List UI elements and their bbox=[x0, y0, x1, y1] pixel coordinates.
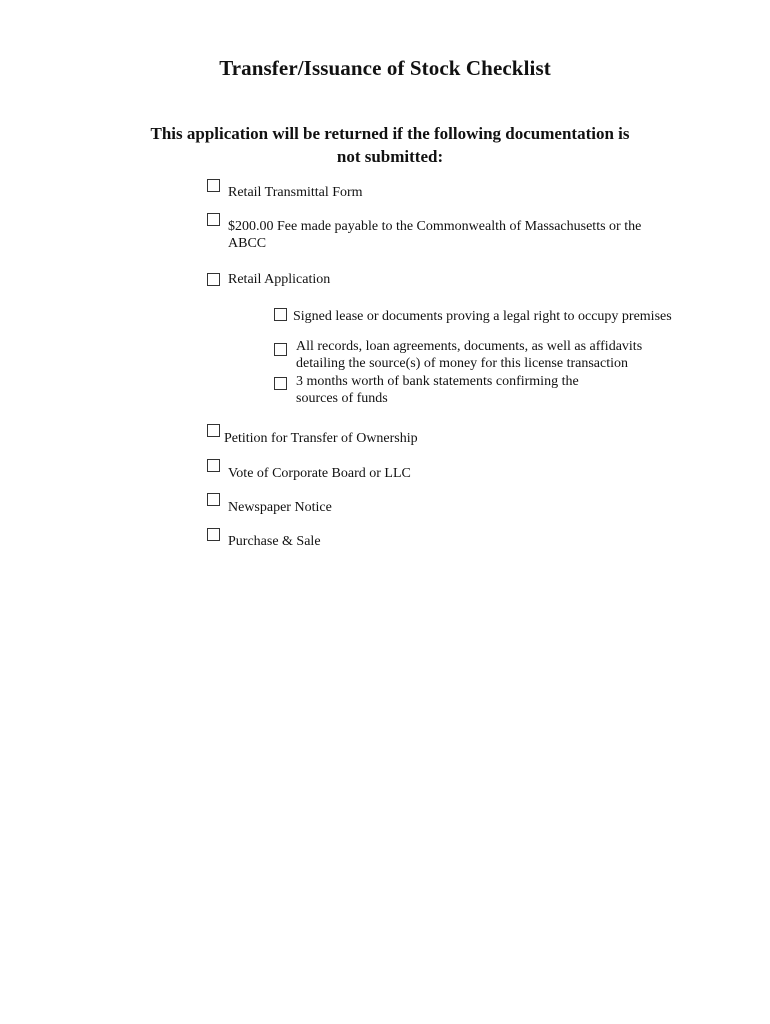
return-notice: This application will be returned if the following documentation is not submitted: bbox=[150, 124, 630, 166]
checkbox[interactable] bbox=[207, 273, 220, 286]
item-label: $200.00 Fee made payable to the Commonwealth of Massachusetts or the ABCC bbox=[228, 219, 642, 251]
item-label: Petition for Transfer of Ownership bbox=[224, 431, 418, 446]
item-label: Retail Application bbox=[228, 272, 331, 287]
checkbox[interactable] bbox=[207, 424, 220, 437]
item-label: Vote of Corporate Board or LLC bbox=[228, 466, 411, 481]
checkbox[interactable] bbox=[207, 459, 220, 472]
checkbox[interactable] bbox=[274, 343, 287, 356]
checkbox[interactable] bbox=[207, 528, 220, 541]
checkbox[interactable] bbox=[207, 179, 220, 192]
item-label: 3 months worth of bank statements confirming the sources of funds bbox=[296, 374, 579, 406]
checkbox[interactable] bbox=[207, 213, 220, 226]
item-label: Signed lease or documents proving a legal right to occupy premises bbox=[293, 309, 672, 324]
checkbox[interactable] bbox=[274, 308, 287, 321]
item-label: All records, loan agreements, documents, as well as affidavits detailing the source(s) of money for this license transaction bbox=[296, 339, 643, 371]
checkbox[interactable] bbox=[207, 493, 220, 506]
item-label: Retail Transmittal Form bbox=[228, 185, 363, 200]
item-label: Newspaper Notice bbox=[228, 500, 332, 515]
checkbox[interactable] bbox=[274, 377, 287, 390]
page-title: Transfer/Issuance of Stock Checklist bbox=[219, 56, 551, 80]
item-label: Purchase & Sale bbox=[228, 534, 321, 549]
